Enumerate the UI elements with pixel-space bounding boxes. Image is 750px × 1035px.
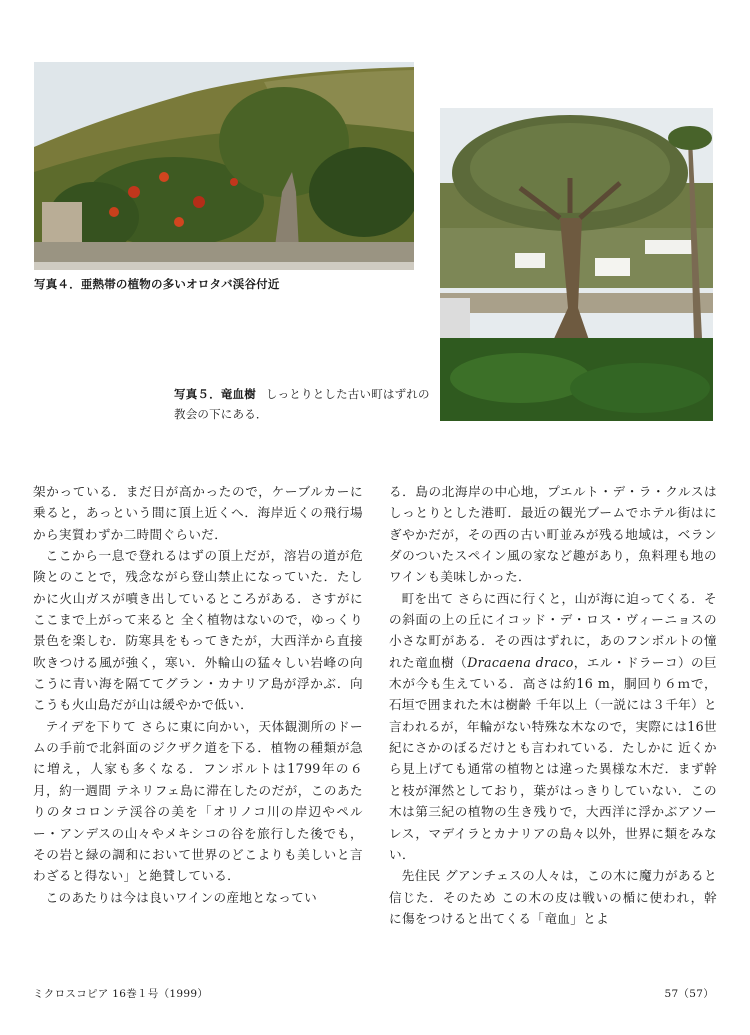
photo-dragon-tree — [440, 108, 713, 421]
photo-orotava-image — [34, 62, 414, 270]
paragraph: ここから一息で登れるはずの頂上だが，溶岩の道が危険とのことで，残念ながら登山禁止になっていた．たしかに火山ガスが噴き出しているところがある．さすがに ここまで上がって来ると 全く植物はないので，ゆっくり景色を楽しむ．防寒具をもってきたが，大西洋から直接 吹きつける風が強く，寒い．外輪山の猛々しい岩峰の向こうに青い海を隔ててグラン・カナリア島が浮かぶ．向こうも火山島だが山は緩やかで低い． — [33, 548, 363, 713]
paragraph: このあたりは今は良いワインの産地となってい — [45, 889, 318, 905]
journal-footer: ミクロスコピア 16巻１号（1999） — [33, 988, 209, 1000]
photo4-caption-label: 写真４．亜熱帯の植物の多いオロタバ渓谷付近 — [34, 277, 280, 291]
paragraph-part: ，エル・ドラーコ）の巨木が今も生えている．高さは約16 m，胴回り６ｍで，石垣で囲まれた木は樹齢 千年以上（一説には３千年）と言われるが，年輪がない特殊な木なので，実際には16世紀にさかのぼるだけとも言われている．たしかに 近くから見上げても通常の植物とは違った異様な木だ．まず幹と枝が渾然としており，葉がはっきりしていない．この木は第三紀の植物の生き残りで，大西洋に浮かぶアソーレス，マデイラとカナリアの島々以外，世界に類をみない． — [389, 654, 717, 862]
paragraph-part: 町を出て さらに西に行くと，山が海に迫ってくる．その斜面の上の丘にイコッド・デ・ロス・ヴィーニョスの小さな町がある．その西はずれに，あのフンボルトの憧れた竜血樹（ — [389, 590, 717, 670]
photo-orotava-valley — [34, 62, 414, 270]
scientific-name: Dracaena draco — [467, 654, 574, 670]
paragraph: 先住民 グアンチェスの人々は，この木に魔力があると信じた．そのため この木の皮は戦いの楯に使われ，幹に傷をつけると出てくる「竜血」とよ — [389, 868, 717, 926]
photo4-caption — [34, 274, 414, 294]
paragraph: る．島の北海岸の中心地，プエルト・デ・ラ・クルスは しっとりとした港町．最近の観光ブームでホテル街はにぎやかだが，その西の古い町並みが残る地域は，ベランダのついたスペイン風の家など趣があり，魚料理も地のワインも美味しかった． — [389, 484, 717, 585]
photo-dragon-tree-image — [440, 108, 713, 421]
page-number: 57（57） — [664, 988, 714, 1000]
text-column-left — [33, 481, 363, 908]
photo5-caption — [174, 384, 436, 424]
paragraph: 架かっている．まだ日が高かったので，ケーブルカーに乗ると，あっという間に頂上近くへ．海岸近くの飛行場から実質わずか二時間ぐらいだ． — [33, 484, 363, 542]
photo5-caption-label: 写真５．竜血樹 — [174, 387, 256, 401]
paragraph: テイデを下りて さらに東に向かい，天体観測所のドームの手前で北斜面のジクザク道を下る．植物の種類が急に増え，人家も多くなる．フンボルトは1799年の６月，約一週間 テネリフェ島に滞在したのだが，このあたりのタコロンテ渓谷の美を「オリノコ川の岸辺やペルー・アンデスの山々やメキシコの谷を旅行した後でも，その岩と緑の調和において世界のどこよりも美しいと言わざると得ない」と絶賛している． — [33, 718, 363, 884]
paragraph — [389, 588, 717, 865]
text-column-right — [389, 481, 717, 929]
photo5-caption-text: しっとりとした古い町はずれの教会の下にある． — [174, 387, 430, 421]
